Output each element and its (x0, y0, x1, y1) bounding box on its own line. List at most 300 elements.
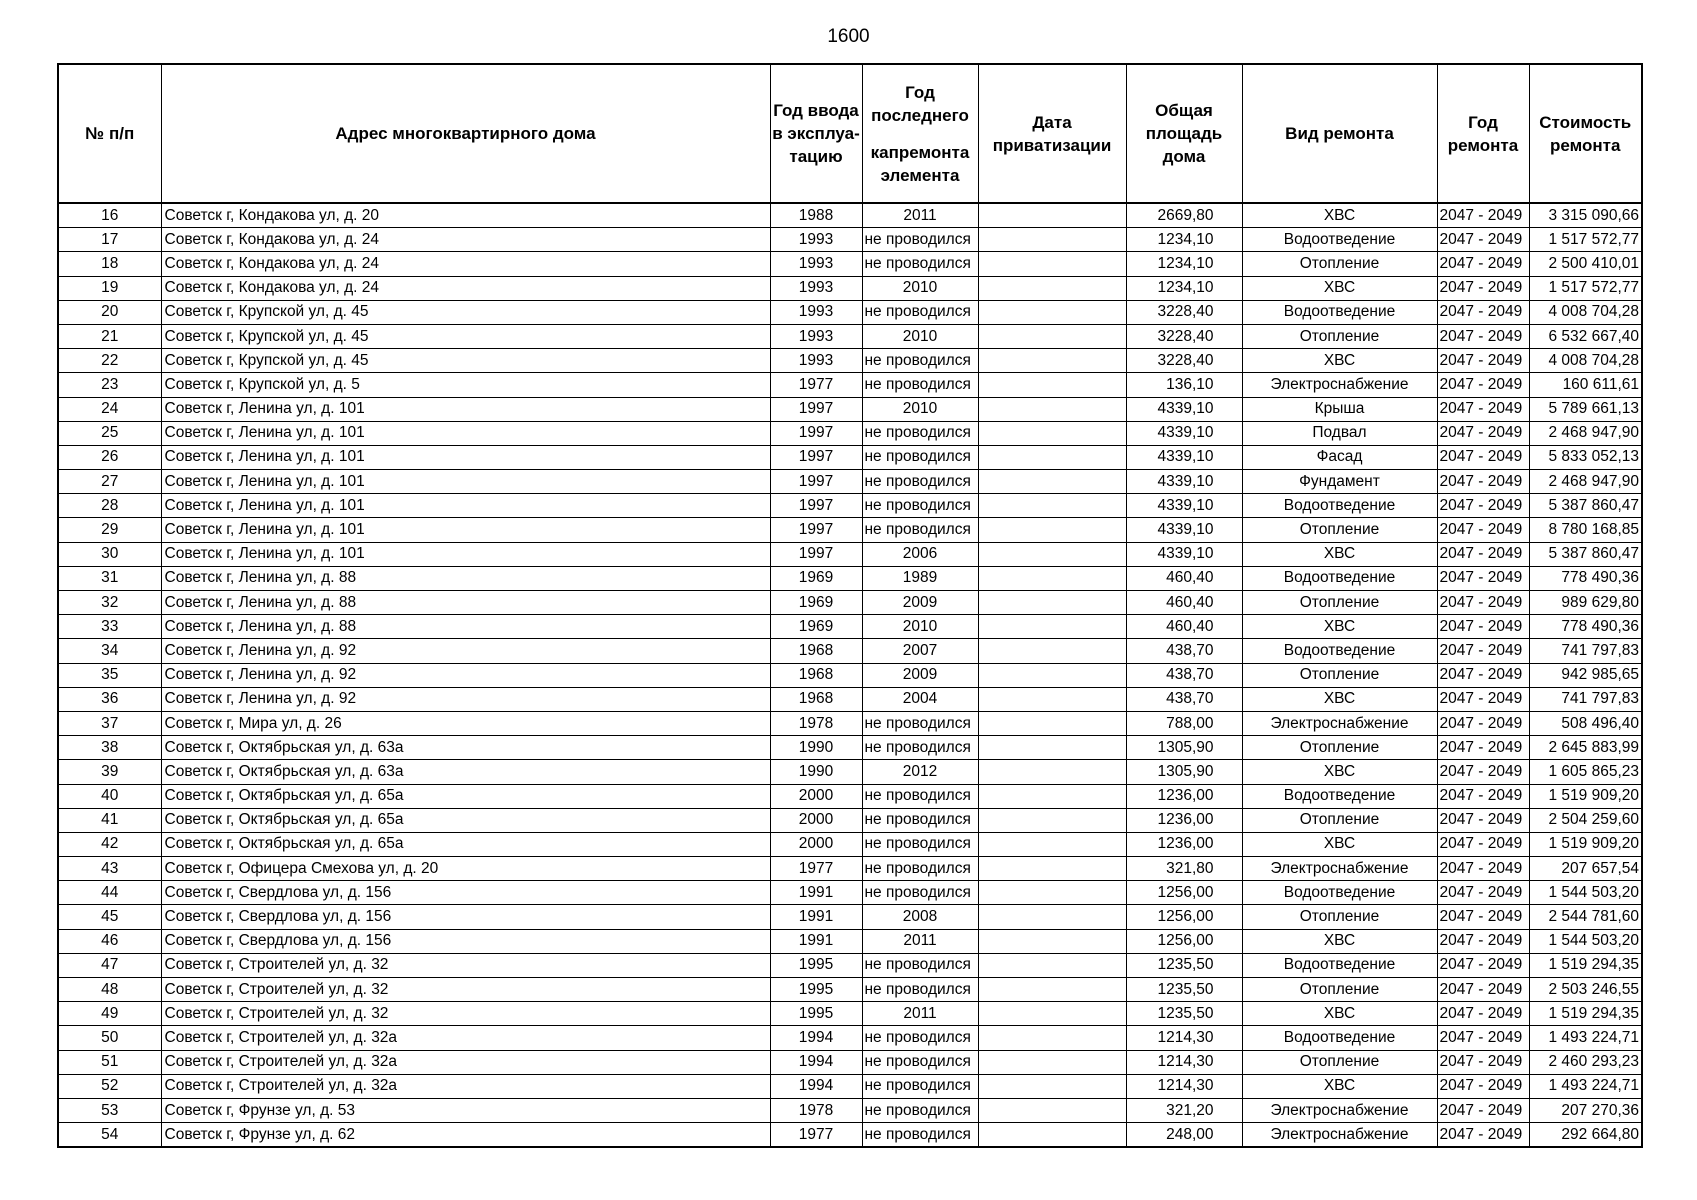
table-row (58, 663, 1642, 687)
cell-privatization (978, 687, 1126, 711)
table-row (58, 929, 1642, 953)
cell-num: 17 (58, 228, 161, 252)
cell-repair-kind: Подвал (1242, 421, 1437, 445)
cell-cost: 1 519 294,35 (1529, 1002, 1642, 1026)
cell-privatization (978, 470, 1126, 494)
cell-privatization (978, 591, 1126, 615)
cell-repair-kind: ХВС (1242, 349, 1437, 373)
cell-address: Советск г, Кондакова ул, д. 24 (161, 228, 770, 252)
cell-num: 30 (58, 542, 161, 566)
header-repair-kind: Вид ремонта (1242, 64, 1437, 203)
cell-last-repair: 2010 (862, 276, 978, 300)
cell-repair-year: 2047 - 2049 (1437, 494, 1529, 518)
header-address: Адрес многоквартирного дома (161, 64, 770, 203)
cell-repair-kind: Крыша (1242, 397, 1437, 421)
cell-area: 1235,50 (1126, 953, 1242, 977)
cell-repair-kind: ХВС (1242, 929, 1437, 953)
cell-cost: 2 460 293,23 (1529, 1050, 1642, 1074)
cell-privatization (978, 711, 1126, 735)
cell-repair-year: 2047 - 2049 (1437, 615, 1529, 639)
cell-repair-kind: ХВС (1242, 687, 1437, 711)
cell-repair-year: 2047 - 2049 (1437, 445, 1529, 469)
cell-repair-year: 2047 - 2049 (1437, 1123, 1529, 1148)
cell-cost: 778 490,36 (1529, 615, 1642, 639)
cell-repair-year: 2047 - 2049 (1437, 857, 1529, 881)
cell-num: 46 (58, 929, 161, 953)
cell-repair-year: 2047 - 2049 (1437, 349, 1529, 373)
cell-num: 42 (58, 832, 161, 856)
cell-area: 321,80 (1126, 857, 1242, 881)
cell-privatization (978, 639, 1126, 663)
cell-address: Советск г, Ленина ул, д. 101 (161, 542, 770, 566)
page-number: 1600 (827, 26, 870, 47)
table-row (58, 445, 1642, 469)
cell-repair-kind: ХВС (1242, 203, 1437, 228)
cell-year: 1993 (770, 228, 862, 252)
cell-last-repair: не проводился (862, 1098, 978, 1122)
cell-repair-year: 2047 - 2049 (1437, 832, 1529, 856)
cell-last-repair: не проводился (862, 881, 978, 905)
cell-repair-year: 2047 - 2049 (1437, 397, 1529, 421)
cell-cost: 5 387 860,47 (1529, 494, 1642, 518)
cell-address: Советск г, Ленина ул, д. 101 (161, 421, 770, 445)
cell-privatization (978, 1123, 1126, 1148)
cell-year: 1997 (770, 470, 862, 494)
cell-year: 1993 (770, 349, 862, 373)
cell-repair-kind: Отопление (1242, 663, 1437, 687)
cell-area: 438,70 (1126, 687, 1242, 711)
cell-repair-kind: Отопление (1242, 736, 1437, 760)
cell-cost: 2 645 883,99 (1529, 736, 1642, 760)
cell-address: Советск г, Октябрьская ул, д. 65а (161, 832, 770, 856)
table-row (58, 1002, 1642, 1026)
cell-last-repair: не проводился (862, 373, 978, 397)
table-body (58, 203, 1642, 1147)
table-row (58, 808, 1642, 832)
cell-year: 1993 (770, 324, 862, 348)
cell-last-repair: 2008 (862, 905, 978, 929)
cell-repair-kind: Водоотведение (1242, 494, 1437, 518)
cell-address: Советск г, Крупской ул, д. 45 (161, 349, 770, 373)
cell-repair-kind: Отопление (1242, 518, 1437, 542)
cell-repair-year: 2047 - 2049 (1437, 639, 1529, 663)
cell-repair-kind: Отопление (1242, 591, 1437, 615)
cell-area: 438,70 (1126, 639, 1242, 663)
cell-area: 1214,30 (1126, 1050, 1242, 1074)
cell-num: 20 (58, 300, 161, 324)
table-row (58, 494, 1642, 518)
cell-cost: 3 315 090,66 (1529, 203, 1642, 228)
cell-year: 2000 (770, 784, 862, 808)
cell-repair-year: 2047 - 2049 (1437, 591, 1529, 615)
cell-area: 1235,50 (1126, 1002, 1242, 1026)
table-row (58, 373, 1642, 397)
table-row (58, 687, 1642, 711)
cell-repair-kind: Водоотведение (1242, 300, 1437, 324)
cell-repair-kind: Электроснабжение (1242, 1098, 1437, 1122)
cell-repair-year: 2047 - 2049 (1437, 203, 1529, 228)
cell-privatization (978, 324, 1126, 348)
cell-num: 48 (58, 978, 161, 1002)
cell-area: 3228,40 (1126, 300, 1242, 324)
header-last-repair-line1: Год последнего (871, 82, 969, 125)
cell-cost: 207 270,36 (1529, 1098, 1642, 1122)
cell-area: 1234,10 (1126, 276, 1242, 300)
cell-privatization (978, 252, 1126, 276)
cell-address: Советск г, Свердлова ул, д. 156 (161, 929, 770, 953)
cell-repair-kind: ХВС (1242, 542, 1437, 566)
cell-last-repair: 2012 (862, 760, 978, 784)
cell-last-repair: 2009 (862, 591, 978, 615)
cell-year: 1990 (770, 736, 862, 760)
cell-area: 1236,00 (1126, 808, 1242, 832)
cell-repair-year: 2047 - 2049 (1437, 1050, 1529, 1074)
cell-repair-kind: Отопление (1242, 252, 1437, 276)
table-row (58, 953, 1642, 977)
table-row (58, 1074, 1642, 1098)
cell-cost: 8 780 168,85 (1529, 518, 1642, 542)
cell-address: Советск г, Кондакова ул, д. 24 (161, 252, 770, 276)
cell-num: 47 (58, 953, 161, 977)
cell-repair-kind: Отопление (1242, 1050, 1437, 1074)
cell-repair-kind: Водоотведение (1242, 881, 1437, 905)
cell-cost: 292 664,80 (1529, 1123, 1642, 1148)
header-year-commission: Год ввода в эксплуа-тацию (770, 64, 862, 203)
cell-area: 1234,10 (1126, 228, 1242, 252)
cell-num: 40 (58, 784, 161, 808)
cell-year: 1997 (770, 542, 862, 566)
cell-repair-kind: ХВС (1242, 1002, 1437, 1026)
cell-cost: 1 493 224,71 (1529, 1074, 1642, 1098)
cell-cost: 778 490,36 (1529, 566, 1642, 590)
cell-last-repair: не проводился (862, 1074, 978, 1098)
cell-repair-kind: Водоотведение (1242, 1026, 1437, 1050)
cell-repair-year: 2047 - 2049 (1437, 470, 1529, 494)
cell-repair-year: 2047 - 2049 (1437, 929, 1529, 953)
cell-cost: 207 657,54 (1529, 857, 1642, 881)
table-row (58, 324, 1642, 348)
table-row (58, 978, 1642, 1002)
cell-privatization (978, 1074, 1126, 1098)
cell-cost: 989 629,80 (1529, 591, 1642, 615)
cell-last-repair: не проводился (862, 857, 978, 881)
cell-address: Советск г, Строителей ул, д. 32 (161, 1002, 770, 1026)
cell-area: 3228,40 (1126, 324, 1242, 348)
cell-year: 1968 (770, 687, 862, 711)
cell-privatization (978, 808, 1126, 832)
cell-cost: 942 985,65 (1529, 663, 1642, 687)
cell-repair-kind: Водоотведение (1242, 228, 1437, 252)
cell-num: 39 (58, 760, 161, 784)
cell-last-repair: 2007 (862, 639, 978, 663)
cell-address: Советск г, Ленина ул, д. 101 (161, 494, 770, 518)
cell-repair-year: 2047 - 2049 (1437, 300, 1529, 324)
cell-cost: 1 605 865,23 (1529, 760, 1642, 784)
cell-year: 1994 (770, 1026, 862, 1050)
cell-privatization (978, 784, 1126, 808)
cell-cost: 508 496,40 (1529, 711, 1642, 735)
cell-repair-year: 2047 - 2049 (1437, 1026, 1529, 1050)
cell-num: 32 (58, 591, 161, 615)
cell-last-repair: не проводился (862, 252, 978, 276)
cell-privatization (978, 349, 1126, 373)
cell-repair-kind: Электроснабжение (1242, 373, 1437, 397)
cell-year: 2000 (770, 808, 862, 832)
table-row (58, 300, 1642, 324)
cell-last-repair: 2009 (862, 663, 978, 687)
cell-year: 1991 (770, 905, 862, 929)
table-row (58, 760, 1642, 784)
cell-privatization (978, 1098, 1126, 1122)
cell-repair-kind: Водоотведение (1242, 639, 1437, 663)
cell-privatization (978, 566, 1126, 590)
cell-repair-kind: Электроснабжение (1242, 711, 1437, 735)
cell-num: 35 (58, 663, 161, 687)
cell-area: 1214,30 (1126, 1074, 1242, 1098)
cell-repair-year: 2047 - 2049 (1437, 421, 1529, 445)
cell-last-repair: 2004 (862, 687, 978, 711)
cell-cost: 2 500 410,01 (1529, 252, 1642, 276)
table-row (58, 711, 1642, 735)
cell-privatization (978, 203, 1126, 228)
cell-num: 54 (58, 1123, 161, 1148)
cell-privatization (978, 760, 1126, 784)
cell-address: Советск г, Крупской ул, д. 45 (161, 324, 770, 348)
cell-privatization (978, 397, 1126, 421)
cell-num: 45 (58, 905, 161, 929)
cell-privatization (978, 929, 1126, 953)
cell-cost: 1 519 294,35 (1529, 953, 1642, 977)
cell-num: 37 (58, 711, 161, 735)
cell-repair-year: 2047 - 2049 (1437, 518, 1529, 542)
cell-privatization (978, 978, 1126, 1002)
table-row (58, 615, 1642, 639)
cell-year: 1988 (770, 203, 862, 228)
cell-repair-year: 2047 - 2049 (1437, 978, 1529, 1002)
cell-num: 26 (58, 445, 161, 469)
cell-year: 1969 (770, 566, 862, 590)
cell-repair-kind: Отопление (1242, 905, 1437, 929)
repair-table (57, 63, 1643, 1148)
cell-privatization (978, 421, 1126, 445)
cell-area: 460,40 (1126, 591, 1242, 615)
cell-area: 1235,50 (1126, 978, 1242, 1002)
cell-area: 3228,40 (1126, 349, 1242, 373)
cell-address: Советск г, Ленина ул, д. 92 (161, 663, 770, 687)
cell-year: 1977 (770, 857, 862, 881)
cell-address: Советск г, Ленина ул, д. 88 (161, 566, 770, 590)
cell-last-repair: не проводился (862, 832, 978, 856)
cell-privatization (978, 663, 1126, 687)
cell-repair-year: 2047 - 2049 (1437, 711, 1529, 735)
cell-area: 4339,10 (1126, 397, 1242, 421)
cell-year: 1993 (770, 300, 862, 324)
cell-repair-year: 2047 - 2049 (1437, 1002, 1529, 1026)
cell-year: 1994 (770, 1050, 862, 1074)
cell-repair-kind: Фасад (1242, 445, 1437, 469)
cell-repair-year: 2047 - 2049 (1437, 324, 1529, 348)
table-row (58, 1098, 1642, 1122)
cell-repair-kind: ХВС (1242, 832, 1437, 856)
cell-year: 1968 (770, 663, 862, 687)
cell-cost: 1 517 572,77 (1529, 228, 1642, 252)
cell-year: 1978 (770, 1098, 862, 1122)
cell-area: 1305,90 (1126, 760, 1242, 784)
cell-repair-year: 2047 - 2049 (1437, 736, 1529, 760)
cell-repair-kind: ХВС (1242, 760, 1437, 784)
cell-num: 41 (58, 808, 161, 832)
cell-privatization (978, 881, 1126, 905)
cell-year: 1997 (770, 518, 862, 542)
cell-address: Советск г, Крупской ул, д. 45 (161, 300, 770, 324)
cell-repair-kind: Электроснабжение (1242, 857, 1437, 881)
cell-year: 1995 (770, 953, 862, 977)
cell-num: 51 (58, 1050, 161, 1074)
cell-repair-year: 2047 - 2049 (1437, 760, 1529, 784)
cell-repair-year: 2047 - 2049 (1437, 953, 1529, 977)
cell-cost: 2 504 259,60 (1529, 808, 1642, 832)
cell-last-repair: 1989 (862, 566, 978, 590)
cell-area: 460,40 (1126, 566, 1242, 590)
cell-repair-kind: Водоотведение (1242, 566, 1437, 590)
cell-last-repair: 2011 (862, 929, 978, 953)
cell-year: 1993 (770, 276, 862, 300)
cell-cost: 5 833 052,13 (1529, 445, 1642, 469)
cell-repair-kind: ХВС (1242, 276, 1437, 300)
cell-address: Советск г, Офицера Смехова ул, д. 20 (161, 857, 770, 881)
header-repair-year: Год ремонта (1437, 64, 1529, 203)
cell-privatization (978, 615, 1126, 639)
cell-num: 33 (58, 615, 161, 639)
cell-last-repair: не проводился (862, 808, 978, 832)
cell-cost: 2 503 246,55 (1529, 978, 1642, 1002)
cell-year: 1995 (770, 978, 862, 1002)
table-header (58, 64, 1642, 203)
cell-year: 1990 (770, 760, 862, 784)
cell-area: 460,40 (1126, 615, 1242, 639)
cell-cost: 5 387 860,47 (1529, 542, 1642, 566)
header-last-repair-line2: капремонта элемента (870, 142, 970, 185)
cell-num: 21 (58, 324, 161, 348)
table-row (58, 905, 1642, 929)
table-row (58, 252, 1642, 276)
cell-repair-year: 2047 - 2049 (1437, 252, 1529, 276)
cell-area: 136,10 (1126, 373, 1242, 397)
cell-last-repair: не проводился (862, 445, 978, 469)
cell-num: 28 (58, 494, 161, 518)
cell-year: 1997 (770, 445, 862, 469)
cell-year: 1991 (770, 929, 862, 953)
cell-address: Советск г, Строителей ул, д. 32 (161, 978, 770, 1002)
table-row (58, 736, 1642, 760)
cell-num: 49 (58, 1002, 161, 1026)
cell-year: 1997 (770, 494, 862, 518)
cell-area: 4339,10 (1126, 518, 1242, 542)
cell-address: Советск г, Мира ул, д. 26 (161, 711, 770, 735)
cell-year: 1997 (770, 421, 862, 445)
cell-cost: 2 544 781,60 (1529, 905, 1642, 929)
cell-num: 31 (58, 566, 161, 590)
cell-privatization (978, 542, 1126, 566)
cell-year: 2000 (770, 832, 862, 856)
cell-year: 1977 (770, 373, 862, 397)
cell-address: Советск г, Октябрьская ул, д. 65а (161, 808, 770, 832)
cell-cost: 160 611,61 (1529, 373, 1642, 397)
table-row (58, 566, 1642, 590)
cell-last-repair: не проводился (862, 978, 978, 1002)
cell-repair-year: 2047 - 2049 (1437, 687, 1529, 711)
cell-cost: 1 544 503,20 (1529, 881, 1642, 905)
cell-num: 23 (58, 373, 161, 397)
cell-num: 27 (58, 470, 161, 494)
cell-num: 34 (58, 639, 161, 663)
table-row (58, 784, 1642, 808)
cell-area: 321,20 (1126, 1098, 1242, 1122)
cell-last-repair: не проводился (862, 1026, 978, 1050)
cell-num: 18 (58, 252, 161, 276)
cell-num: 43 (58, 857, 161, 881)
cell-cost: 1 519 909,20 (1529, 784, 1642, 808)
cell-last-repair: не проводился (862, 711, 978, 735)
cell-privatization (978, 445, 1126, 469)
cell-area: 1236,00 (1126, 832, 1242, 856)
cell-num: 24 (58, 397, 161, 421)
table-row (58, 470, 1642, 494)
cell-last-repair: не проводился (862, 470, 978, 494)
header-privatization: Дата приватизации (978, 64, 1126, 203)
cell-repair-kind: Электроснабжение (1242, 1123, 1437, 1148)
table-row (58, 591, 1642, 615)
header-last-repair (862, 64, 978, 203)
table-row (58, 421, 1642, 445)
table-row (58, 881, 1642, 905)
cell-num: 16 (58, 203, 161, 228)
cell-repair-year: 2047 - 2049 (1437, 663, 1529, 687)
cell-year: 1997 (770, 397, 862, 421)
cell-num: 44 (58, 881, 161, 905)
cell-last-repair: не проводился (862, 953, 978, 977)
cell-last-repair: не проводился (862, 1123, 978, 1148)
cell-repair-year: 2047 - 2049 (1437, 881, 1529, 905)
cell-last-repair: не проводился (862, 228, 978, 252)
cell-privatization (978, 1026, 1126, 1050)
cell-repair-kind: Отопление (1242, 978, 1437, 1002)
cell-repair-kind: Фундамент (1242, 470, 1437, 494)
cell-address: Советск г, Ленина ул, д. 92 (161, 639, 770, 663)
cell-last-repair: не проводился (862, 1050, 978, 1074)
cell-address: Советск г, Строителей ул, д. 32 (161, 953, 770, 977)
cell-repair-year: 2047 - 2049 (1437, 905, 1529, 929)
cell-last-repair: 2011 (862, 203, 978, 228)
cell-last-repair: не проводился (862, 421, 978, 445)
cell-repair-year: 2047 - 2049 (1437, 542, 1529, 566)
table-row (58, 276, 1642, 300)
cell-address: Советск г, Свердлова ул, д. 156 (161, 881, 770, 905)
cell-repair-year: 2047 - 2049 (1437, 276, 1529, 300)
cell-address: Советск г, Фрунзе ул, д. 62 (161, 1123, 770, 1148)
cell-privatization (978, 276, 1126, 300)
header-cost: Стоимость ремонта (1529, 64, 1642, 203)
cell-privatization (978, 905, 1126, 929)
cell-address: Советск г, Ленина ул, д. 101 (161, 470, 770, 494)
cell-privatization (978, 518, 1126, 542)
cell-year: 1968 (770, 639, 862, 663)
cell-address: Советск г, Строителей ул, д. 32а (161, 1050, 770, 1074)
cell-privatization (978, 1050, 1126, 1074)
cell-year: 1991 (770, 881, 862, 905)
cell-last-repair: не проводился (862, 300, 978, 324)
table-row (58, 1050, 1642, 1074)
